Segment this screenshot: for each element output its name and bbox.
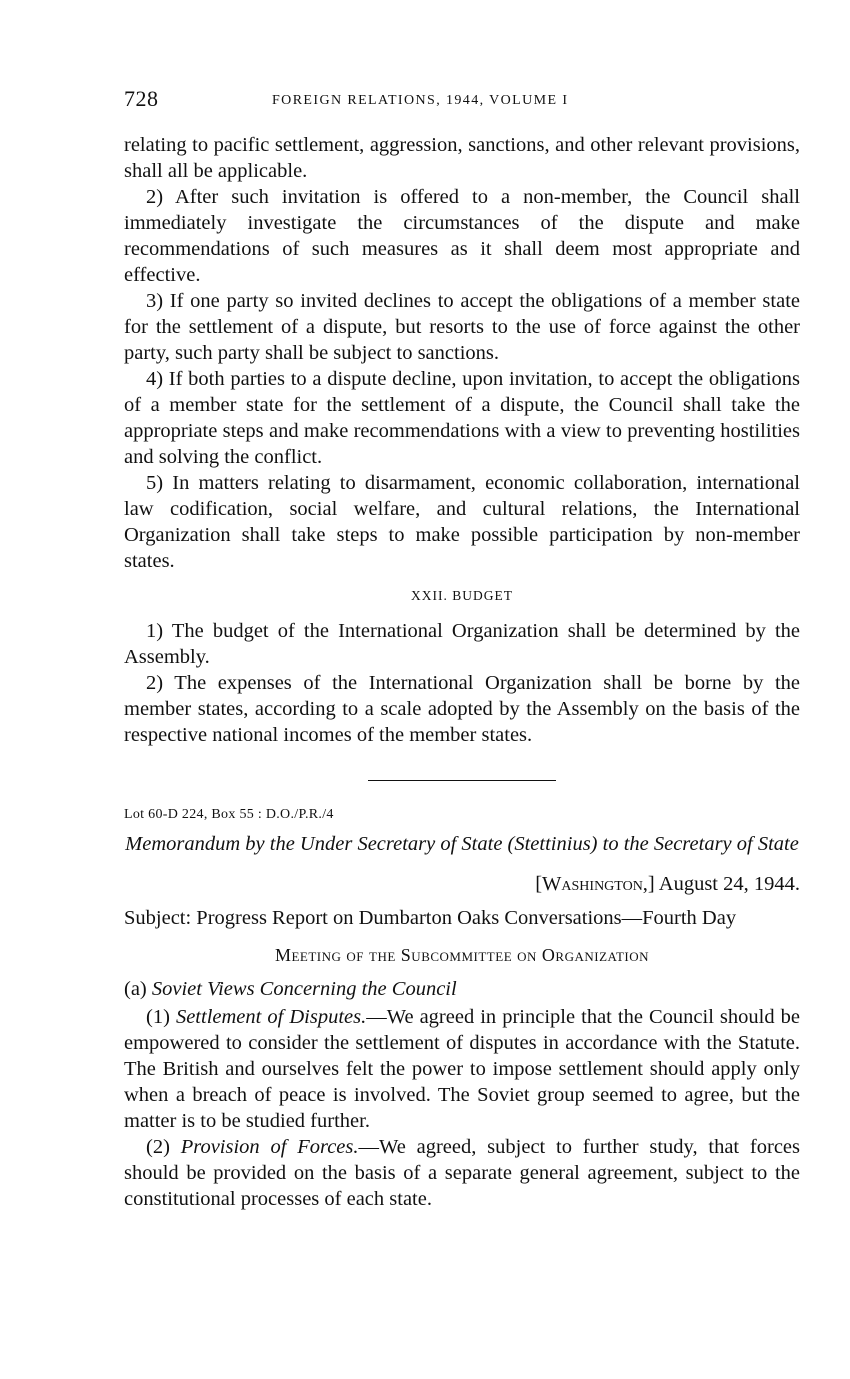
document-page — [124, 86, 800, 1212]
subsection-title: Soviet Views Concerning the Council — [151, 978, 457, 1000]
item-1-text: —We agreed in principle that the Council should be empowered to consider the settlement of disputes in accordance with the Statute. The British and ourselves felt the power to impose settlement should apply only when a breach of peace is involved. The Soviet group seemed to agree, but the matter is to be studied further. — [124, 1006, 800, 1132]
item-1-label: (1) — [146, 1006, 170, 1028]
file-reference: Lot 60-D 224, Box 55 : D.O./P.R./4 — [124, 807, 334, 822]
paragraph-3: 3) If one party so invited declines to accept the obligations of a member state for the settlement of a dispute, but resorts to the use of force against the other party, such party shall be subject to sanctions. — [124, 290, 800, 364]
section-divider — [368, 780, 556, 781]
item-2-label: (2) — [146, 1136, 170, 1158]
item-1-title: Settlement of Disputes. — [175, 1006, 367, 1028]
memo-title: Memorandum by the Under Secretary of State (Stettinius) to the Secretary of State — [125, 833, 799, 855]
item-settlement-of-disputes — [124, 1004, 800, 1134]
running-head: FOREIGN RELATIONS, 1944, VOLUME I — [272, 93, 569, 108]
item-2-title: Provision of Forces. — [180, 1136, 359, 1158]
budget-paragraph-1: 1) The budget of the International Organization shall be determined by the Assembly. — [124, 620, 800, 668]
subsection-label: (a) — [124, 978, 147, 1000]
paragraph-2: 2) After such invitation is offered to a non-member, the Council shall immediately investigate the circumstances of the dispute and make recommendations of such measures as it shall deem most appropriate and effective. — [124, 186, 800, 286]
page-number: 728 — [124, 86, 159, 111]
budget-section-heading: XXII. BUDGET — [411, 588, 513, 603]
budget-paragraph-2: 2) The expenses of the International Organization shall be borne by the member states, according to a scale adopted by the Assembly on the basis of the respective national incomes of the member states. — [124, 672, 800, 746]
dateline-place: [Washington,] — [535, 873, 655, 895]
paragraph-5: 5) In matters relating to disarmament, economic collaboration, international law codification, social welfare, and cultural relations, the International Organization shall take steps to make possible participation by non-member states. — [124, 472, 800, 572]
dateline-date: August 24, 1944. — [658, 873, 800, 895]
item-2-text: —We agreed, subject to further study, that forces should be provided on the basis of a separate general agreement, subject to the constitutional processes of each state. — [124, 1136, 800, 1210]
memo-subject: Subject: Progress Report on Dumbarton Oaks Conversations—Fourth Day — [124, 907, 737, 929]
paragraph-4: 4) If both parties to a dispute decline, upon invitation, to accept the obligations of a member state for the settlement of a dispute, the Council shall take the appropriate steps and make recommendations with a view to preventing hostilities and solving the conflict. — [124, 368, 800, 468]
item-provision-of-forces — [124, 1134, 800, 1212]
meeting-heading: Meeting of the Subcommittee on Organization — [274, 945, 650, 965]
page-header — [124, 86, 800, 122]
dateline — [124, 871, 800, 897]
paragraph-continuation: relating to pacific settlement, aggression, sanctions, and other relevant provisions, shall all be applicable. — [124, 134, 800, 182]
subsection-heading — [124, 976, 800, 1002]
